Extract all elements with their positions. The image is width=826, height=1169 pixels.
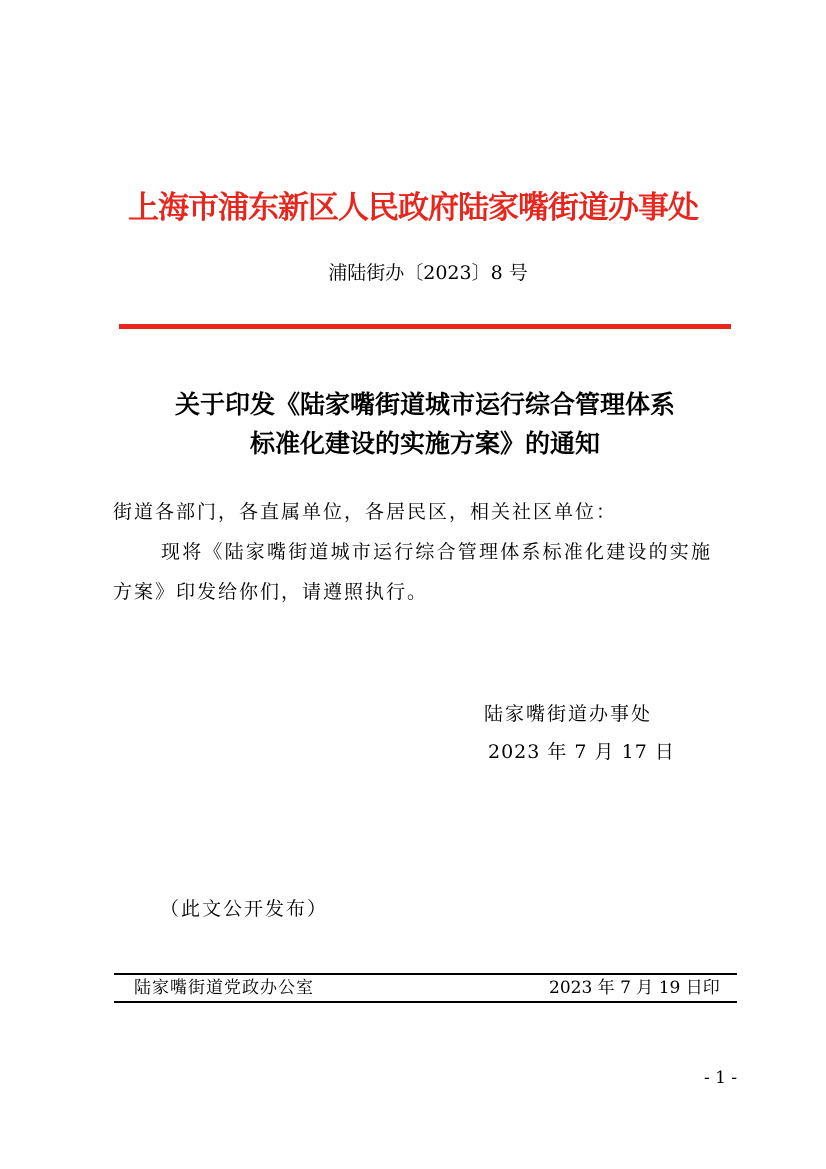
body-paragraph-line-1: 现将《陆家嘴街道城市运行综合管理体系标准化建设的实施 bbox=[161, 541, 713, 563]
document-title-line-1: 关于印发《陆家嘴街道城市运行综合管理体系 bbox=[174, 390, 675, 419]
signature-organization: 陆家嘴街道办事处 bbox=[484, 703, 653, 725]
page-number: - 1 - bbox=[704, 1068, 738, 1088]
footer-bottom-rule bbox=[114, 1001, 737, 1003]
document-number: 浦陆街办〔2023〕8 号 bbox=[328, 262, 528, 284]
red-separator-rule bbox=[119, 324, 731, 329]
signature-date: 2023 年 7 月 17 日 bbox=[488, 741, 675, 763]
addressee-line: 街道各部门，各直属单位，各居民区，相关社区单位： bbox=[113, 501, 618, 523]
document-title-line-2: 标准化建设的实施方案》的通知 bbox=[249, 429, 600, 458]
issuing-organization-header: 上海市浦东新区人民政府陆家嘴街道办事处 bbox=[128, 190, 698, 226]
footer-issuing-office: 陆家嘴街道党政办公室 bbox=[134, 978, 314, 998]
body-paragraph-line-2: 方案》印发给你们，请遵照执行。 bbox=[113, 581, 429, 603]
publication-note: （此文公开发布） bbox=[160, 898, 329, 920]
footer-print-date: 2023 年 7 月 19 日印 bbox=[549, 978, 720, 998]
